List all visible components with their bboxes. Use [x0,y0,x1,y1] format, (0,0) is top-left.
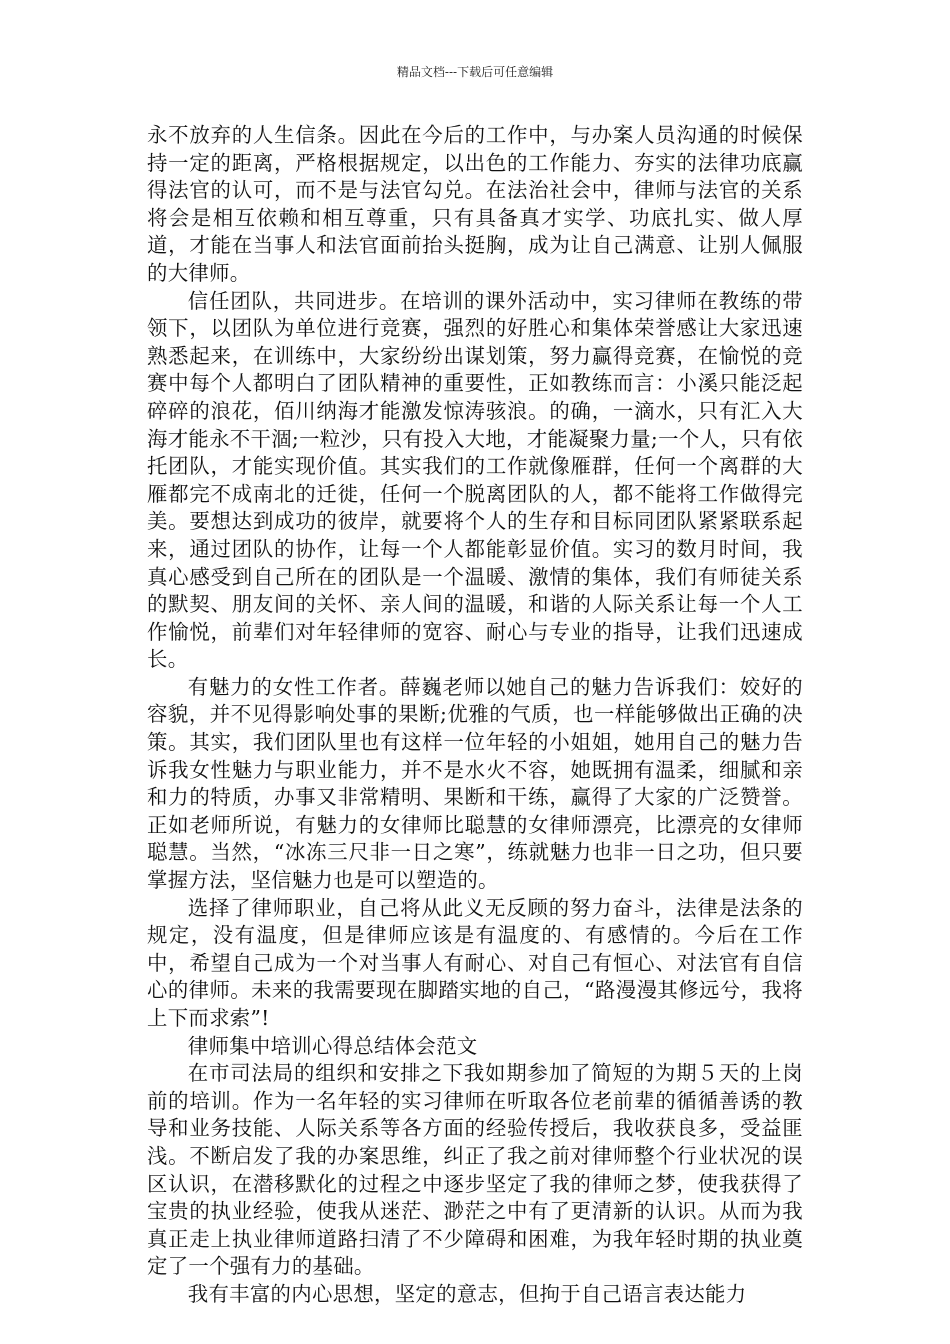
page-header: 精品文档---下载后可任意编辑 [396,65,554,79]
document-body [147,122,803,1309]
paragraph-4: 选择了律师职业，自己将从此义无反顾的努力奋斗，法律是法条的规定，没有温度，但是律师应该是有温度的、有感情的。今后在工作中，希望自己成为一个对当事人有耐心、对自己有恒心、对法官有自信心的律师。未来的我需要现在脚踏实地的自己，“路漫漫其修远兮，我将上下而求索”! [147,895,803,1030]
paragraph-5: 在市司法局的组织和安排之下我如期参加了简短的为期５天的上岗前的培训。作为一名年轻的实习律师在听取各位老前辈的循循善诱的教导和业务技能、人际关系等各方面的经验传授后，我收获良多，受益匪浅。不断启发了我的办案思维，纠正了我之前对律师整个行业状况的误区认识，在潜移默化的过程之中逐步坚定了我的律师之梦，使我获得了宝贵的执业经验，使我从迷茫、渺茫之中有了更清新的认识。从而为我真正走上执业律师道路扫清了不少障碍和困难，为我年轻时期的执业奠定了一个强有力的基础。 [147,1061,803,1279]
paragraph-3: 有魅力的女性工作者。薛巍老师以她自己的魅力告诉我们：姣好的容貌，并不见得影响处事的果断;优雅的气质，也一样能够做出正确的决策。其实，我们团队里也有这样一位年轻的小姐姐，她用自己的魅力告诉我女性魅力与职业能力，并不是水火不容，她既拥有温柔，细腻和亲和力的特质，办事又非常精明、果断和干练，赢得了大家的广泛赞誉。正如老师所说，有魅力的女律师比聪慧的女律师漂亮，比漂亮的女律师聪慧。当然，“冰冻三尺非一日之寒”，练就魅力也非一日之功，但只要掌握方法，坚信魅力也是可以塑造的。 [147,674,803,893]
section-heading: 律师集中培训心得总结体会范文 [187,1033,478,1058]
paragraph-1: 永不放弃的人生信条。因此在今后的工作中，与办案人员沟通的时候保持一定的距离，严格根据规定，以出色的工作能力、夯实的法律功底赢得法官的认可，而不是与法官勾兑。在法治社会中，律师与法官的关系将会是相互依赖和相互尊重，只有具备真才实学、功底扎实、做人厚道，才能在当事人和法官面前抬头挺胸，成为让自己满意、让别人佩服的大律师。 [147,123,803,285]
paragraph-2: 信任团队，共同进步。在培训的课外活动中，实习律师在教练的带领下，以团队为单位进行竞赛，强烈的好胜心和集体荣誉感让大家迅速熟悉起来，在训练中，大家纷纷出谋划策，努力赢得竞赛，在愉悦的竞赛中每个人都明白了团队精神的重要性，正如教练而言：小溪只能泛起碎碎的浪花，佰川纳海才能激发惊涛骇浪。的确，一滴水，只有汇入大海才能永不干涸;一粒沙，只有投入大地，才能凝聚力量;一个人，只有依托团队，才能实现价值。其实我们的工作就像雁群，任何一个离群的大雁都完不成南北的迁徙，任何一个脱离团队的人，都不能将工作做得完美。要想达到成功的彼岸，就要将个人的生存和目标同团队紧紧联系起来，通过团队的协作，让每一个人都能彰显价值。实习的数月时间，我真心感受到自己所在的团队是一个温暖、激情的集体，我们有师徒关系的默契、朋友间的关怀、亲人间的温暖，和谐的人际关系让每一个人工作愉悦，前辈们对年轻律师的宽容、耐心与专业的指导，让我们迅速成长。 [147,288,803,672]
paragraph-6: 我有丰富的内心思想，坚定的意志，但拘于自己语言表达能力 [187,1281,747,1306]
